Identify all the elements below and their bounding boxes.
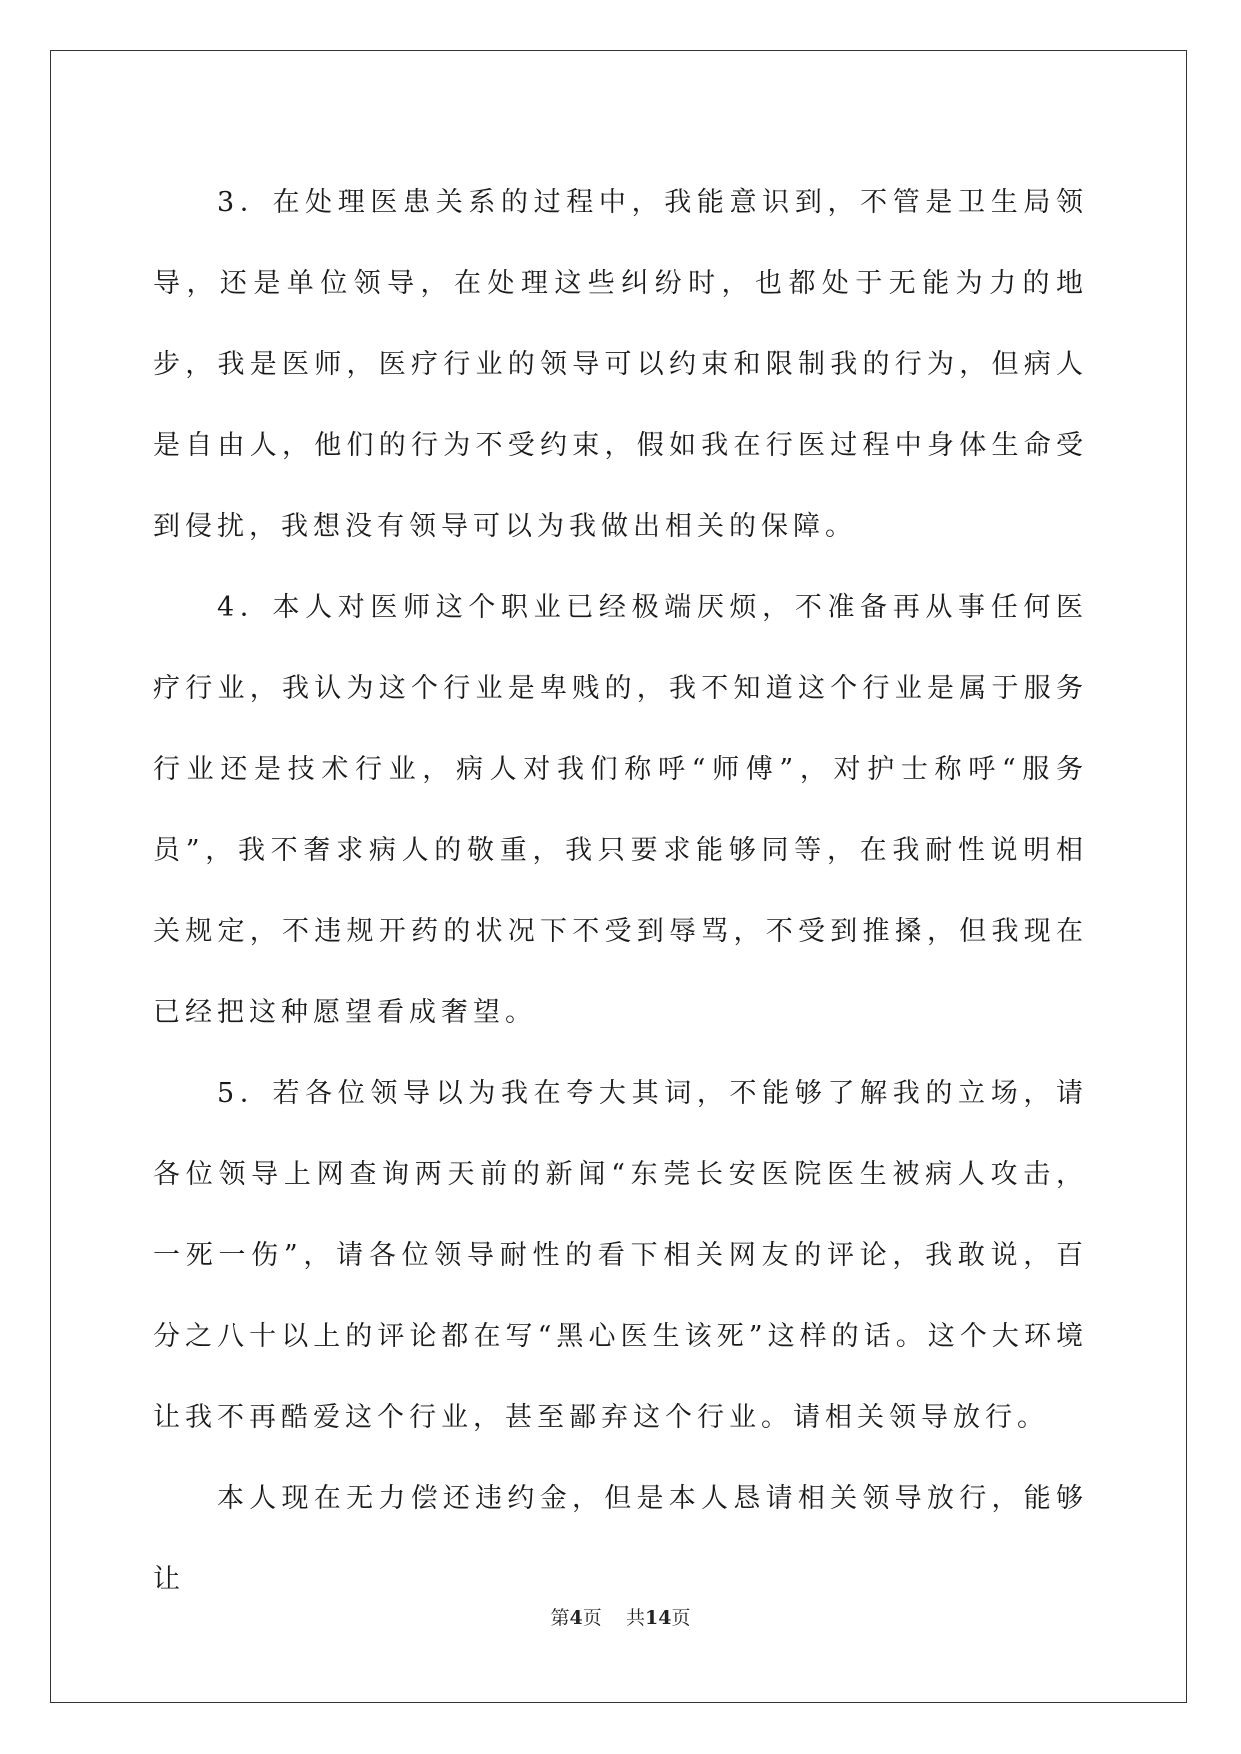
- page-prefix: 第: [550, 1607, 570, 1629]
- paragraph-closing: 本人现在无力偿还违约金，但是本人恳请相关领导放行，能够让: [153, 1483, 1088, 1595]
- paragraph-5: 5．若各位领导以为我在夸大其词，不能够了解我的立场，请各位领导上网查询两天前的新闻“东莞长安医院医生被病人攻击，一死一伤”，请各位领导耐性的看下相关网友的评论，我敢说，百分之八十以上的评论都在写“黑心医生该死”这样的话。这个大环境让我不再酷爱这个行业，甚至鄙弃这个行业。请相关领导放行。: [153, 1078, 1088, 1433]
- page-footer: [0, 1603, 1241, 1630]
- total-pages: 14: [644, 1607, 672, 1629]
- document-body: [153, 162, 1088, 1620]
- page-number: 4: [569, 1607, 583, 1629]
- total-prefix: 共: [625, 1607, 645, 1629]
- total-suffix: 页: [671, 1607, 691, 1629]
- paragraph-4: 4．本人对医师这个职业已经极端厌烦，不准备再从事任何医疗行业，我认为这个行业是卑贱的，我不知道这个行业是属于服务行业还是技术行业，病人对我们称呼“师傅”，对护士称呼“服务员”，我不奢求病人的敬重，我只要求能够同等，在我耐性说明相关规定，不违规开药的状况下不受到辱骂，不受到推搡，但我现在已经把这种愿望看成奢望。: [153, 592, 1088, 1028]
- paragraph-3: 3．在处理医患关系的过程中，我能意识到，不管是卫生局领导，还是单位领导，在处理这些纠纷时，也都处于无能为力的地步，我是医师，医疗行业的领导可以约束和限制我的行为，但病人是自由人，他们的行为不受约束，假如我在行医过程中身体生命受到侵扰，我想没有领导可以为我做出相关的保障。: [153, 187, 1088, 542]
- page-suffix: 页: [582, 1607, 602, 1629]
